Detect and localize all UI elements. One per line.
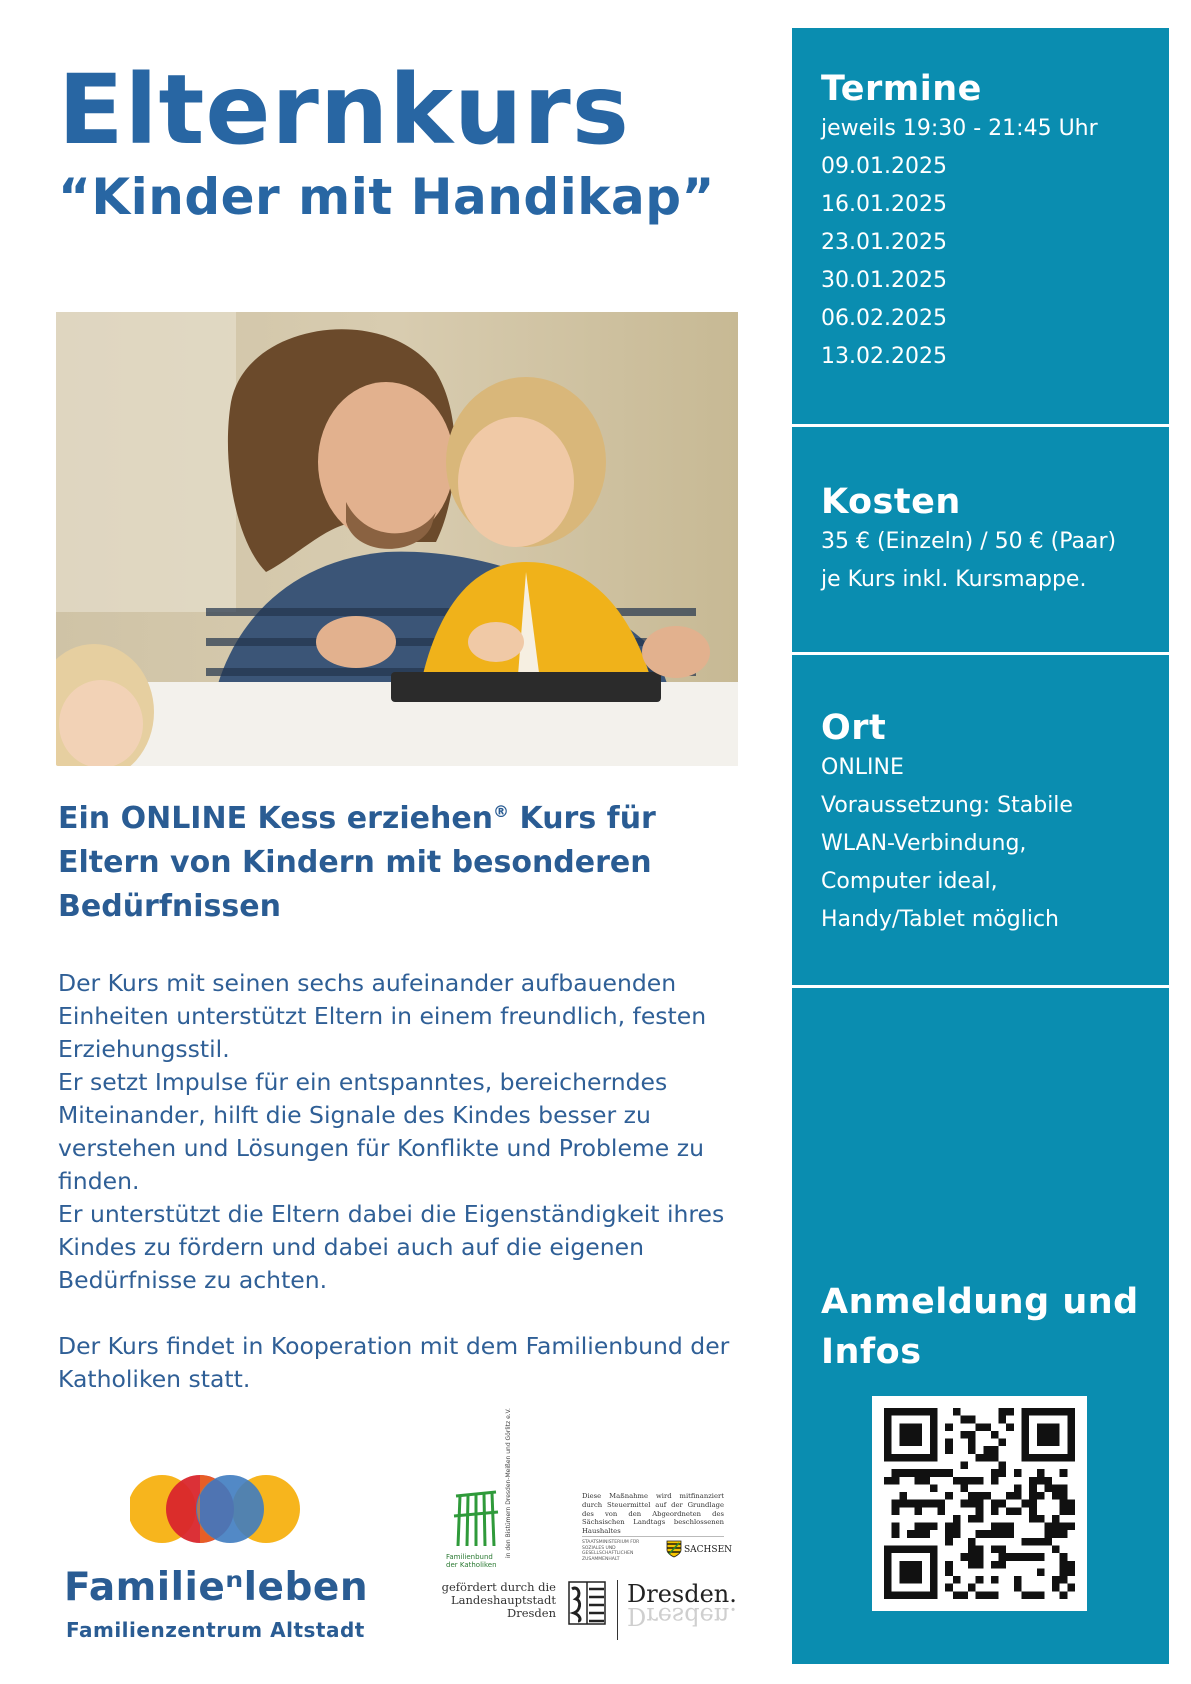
termine-title: Termine bbox=[821, 69, 982, 109]
familienbund-label: Familienbund der Katholiken bbox=[446, 1553, 497, 1569]
termine-date: 09.01.2025 bbox=[821, 154, 947, 179]
sachsen-funding-text: Diese Maßnahme wird mitfinanziert durch Steuermittel auf der Grundlage des von den Abgeordneten des Sächsischen Landtags beschlossenen Haushaltes bbox=[582, 1492, 724, 1536]
familienbund-subline: in den Bistümern Dresden-Meißen und Görlitz e.V. bbox=[505, 1408, 512, 1558]
ort-line: WLAN-Verbindung, bbox=[821, 831, 1027, 856]
termine-time: jeweils 19:30 - 21:45 Uhr bbox=[821, 116, 1098, 141]
termine-date: 06.02.2025 bbox=[821, 306, 947, 331]
ort-line: Computer ideal, bbox=[821, 869, 998, 894]
page-title: Elternkurs bbox=[58, 54, 630, 166]
kosten-title: Kosten bbox=[821, 482, 961, 522]
ort-line: ONLINE bbox=[821, 755, 904, 780]
termine-date: 23.01.2025 bbox=[821, 230, 947, 255]
termine-date: 16.01.2025 bbox=[821, 192, 947, 217]
section-divider bbox=[792, 652, 1169, 655]
termine-date: 30.01.2025 bbox=[821, 268, 947, 293]
info-sidebar bbox=[792, 28, 1169, 1664]
familienleben-circles-icon bbox=[130, 1473, 300, 1545]
kosten-section bbox=[792, 481, 1169, 599]
section-divider bbox=[792, 424, 1169, 427]
section-divider bbox=[792, 985, 1169, 988]
anmeldung-title-line2: Infos bbox=[821, 1332, 922, 1372]
ort-line: Voraussetzung: Stabile bbox=[821, 793, 1073, 818]
page-subtitle: “Kinder mit Handikap” bbox=[58, 168, 715, 226]
sachsen-name: SACHSEN bbox=[684, 1545, 733, 1555]
course-description bbox=[58, 967, 748, 1396]
dresden-wordmark-reflection: Dresden. bbox=[627, 1602, 737, 1630]
anmeldung-title-line1: Anmeldung und bbox=[821, 1282, 1139, 1322]
divider bbox=[617, 1580, 618, 1640]
ort-line: Handy/Tablet möglich bbox=[821, 907, 1059, 932]
familienleben-logo bbox=[64, 1473, 374, 1648]
hero-photo-illustration bbox=[56, 312, 738, 766]
course-lead: Ein ONLINE Kess erziehen® Kurs für Eltern von Kindern mit besonderen Bedürfnissen bbox=[58, 801, 656, 924]
familienleben-subtitle: Familienzentrum Altstadt bbox=[66, 1618, 365, 1642]
ort-section bbox=[792, 707, 1169, 939]
anmeldung-section bbox=[792, 1277, 1169, 1377]
sachsen-ministry: STAATSMINISTERIUM FÜR SOZIALES UND GESELLSCHAFTLICHEN ZUSAMMENHALT bbox=[582, 1540, 640, 1562]
divider bbox=[582, 1536, 724, 1537]
kosten-note: je Kurs inkl. Kursmappe. bbox=[821, 567, 1087, 592]
dresden-crest-icon bbox=[568, 1581, 606, 1625]
termine-date: 13.02.2025 bbox=[821, 344, 947, 369]
qr-code-icon[interactable] bbox=[872, 1396, 1087, 1611]
sachsen-crest-icon bbox=[666, 1540, 682, 1558]
kosten-price: 35 € (Einzeln) / 50 € (Paar) bbox=[821, 529, 1117, 554]
hero-photo bbox=[56, 312, 738, 766]
ort-title: Ort bbox=[821, 708, 887, 748]
familienleben-name: Familieⁿleben bbox=[64, 1565, 369, 1610]
dresden-funding-text: gefördert durch die Landeshauptstadt Dresden bbox=[441, 1580, 556, 1620]
description-paragraph-2: Er setzt Impulse für ein entspanntes, bereicherndes Miteinander, hilft die Signale des Kindes besser zu verstehen und Lösungen für Konflikte und Probleme zu finden. bbox=[58, 1068, 704, 1195]
cooperation-note: Der Kurs findet in Kooperation mit dem Familienbund der Katholiken statt. bbox=[58, 1332, 730, 1393]
description-paragraph-3: Er unterstützt die Eltern dabei die Eigenständigkeit ihres Kindes zu fördern und dabei auch auf die eigenen Bedürfnisse zu achten. bbox=[58, 1200, 725, 1294]
description-paragraph-1: Der Kurs mit seinen sechs aufeinander aufbauenden Einheiten unterstützt Eltern in einem freundlich, festen Erziehungsstil. bbox=[58, 969, 707, 1063]
termine-section bbox=[792, 68, 1169, 376]
qr-code-pattern bbox=[884, 1408, 1075, 1599]
dresden-wordmark: Dresden. bbox=[627, 1580, 737, 1608]
